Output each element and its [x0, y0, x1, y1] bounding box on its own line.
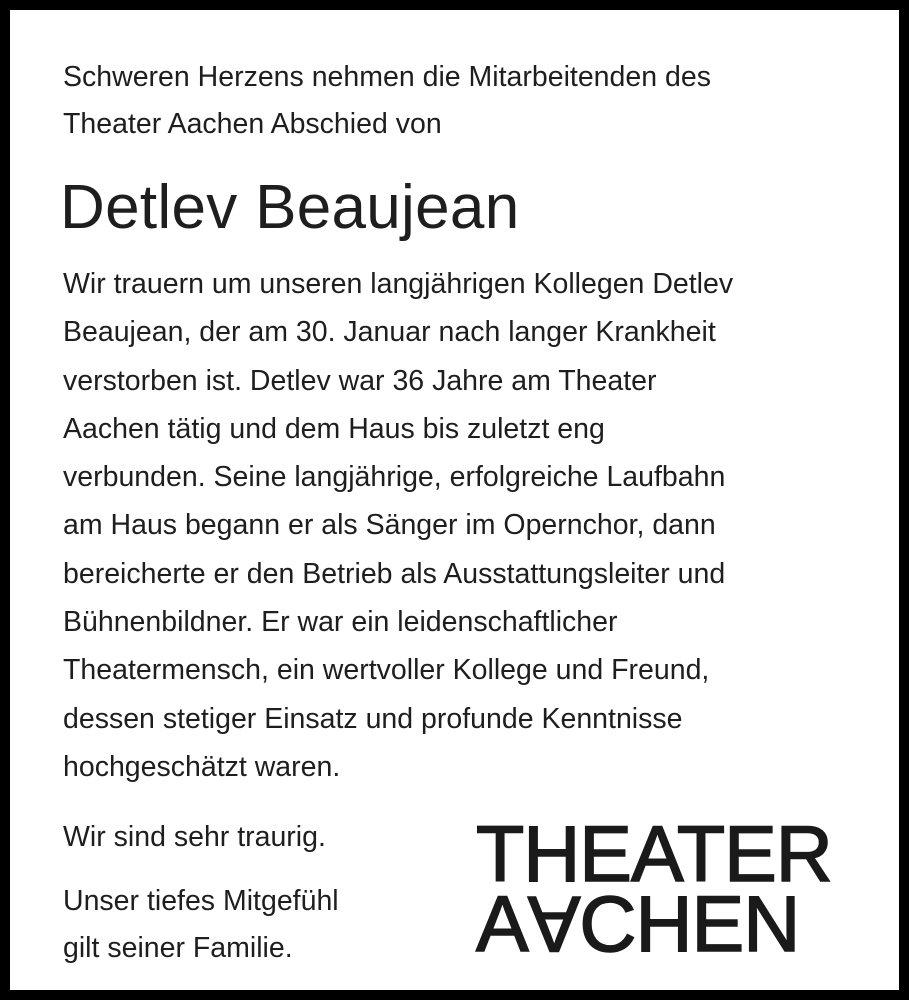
body-line: dessen stetiger Einsatz und profunde Kenntnisse — [63, 702, 683, 735]
intro-line: Theater Aachen Abschied von — [63, 108, 442, 140]
logo-letters-chen: CHEN — [579, 879, 800, 968]
body-line: Theatermensch, ein wertvoller Kollege und Freund, — [63, 654, 710, 687]
body-line: Beaujean, der am 30. Januar nach langer Krankheit — [63, 316, 716, 349]
body-paragraph — [63, 260, 893, 791]
body-line: bereicherte er den Betrieb als Ausstattungsleiter und — [63, 557, 726, 590]
body-line: Wir trauern um unseren langjährigen Kollegen Detlev — [63, 268, 734, 300]
theater-aachen-logo — [476, 809, 876, 969]
body-line: Bühnenbildner. Er war ein leidenschaftlicher — [63, 606, 618, 639]
deceased-name: Detlev Beaujean — [60, 173, 520, 242]
logo-letter-a: A — [476, 879, 528, 968]
condolence-text — [63, 878, 339, 972]
logo-letter-a-inverted: A — [527, 880, 580, 969]
body-line: verbunden. Seine langjährige, erfolgreiche Laufbahn — [63, 461, 726, 494]
intro-text — [63, 54, 883, 148]
body-line: hochgeschätzt waren. — [63, 750, 341, 783]
body-line: verstorben ist. Detlev war 36 Jahre am Theater — [63, 364, 657, 397]
logo-line-theater: THEATER — [476, 809, 832, 898]
condolence-line: Unser tiefes Mitgefühl — [63, 885, 339, 917]
logo-line-aachen — [476, 879, 800, 969]
condolence-line: gilt seiner Familie. — [63, 932, 293, 964]
body-line: Aachen tätig und dem Haus bis zuletzt eng — [63, 412, 605, 445]
closing-text: Wir sind sehr traurig. — [63, 821, 326, 853]
body-line: am Haus begann er als Sänger im Opernchor, dann — [63, 509, 716, 542]
intro-line: Schweren Herzens nehmen die Mitarbeitenden des — [63, 61, 711, 93]
